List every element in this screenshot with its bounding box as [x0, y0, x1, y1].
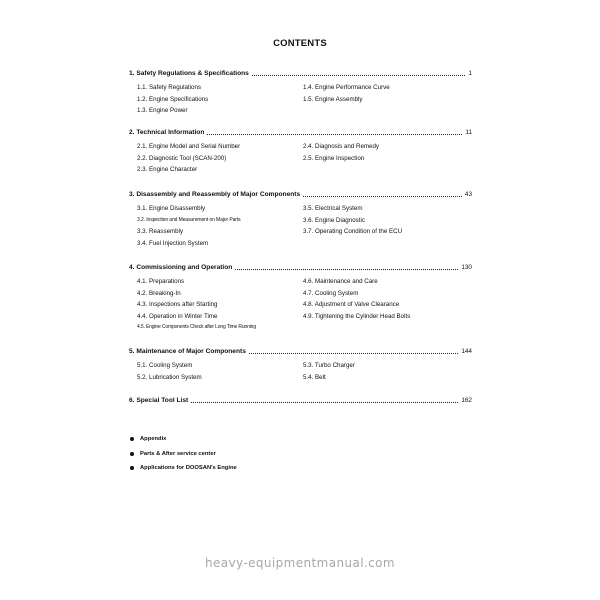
toc-item[interactable]: 3.3. Reassembly — [137, 228, 184, 236]
section-page-number: 43 — [464, 191, 472, 198]
page-title: CONTENTS — [273, 38, 327, 49]
section-page-number: 162 — [461, 397, 472, 404]
toc-item[interactable]: 2.3. Engine Character — [137, 166, 198, 174]
toc-item[interactable]: 3.6. Engine Diagnostic — [303, 216, 365, 224]
section-heading[interactable] — [129, 190, 472, 200]
appendix-label: Appendix — [140, 436, 167, 443]
leader-dots — [235, 263, 458, 270]
section-title: 6. Special Tool List — [129, 397, 189, 404]
toc-item[interactable]: 2.2. Diagnostic Tool (SCAN-200) — [137, 154, 227, 162]
toc-item[interactable]: 1.2. Engine Specifications — [137, 95, 209, 103]
toc-section-2 — [129, 128, 472, 176]
section-heading[interactable] — [129, 347, 472, 357]
toc-item[interactable]: 4.9. Tightening the Cylinder Head Bolts — [303, 312, 411, 320]
toc-item[interactable]: 5.4. Belt — [303, 373, 326, 381]
toc-item[interactable]: 3.1. Engine Disassembly — [137, 205, 206, 212]
leader-dots — [303, 190, 462, 197]
toc-item[interactable]: 3.2. Inspection and Measurement on Major Parts — [137, 216, 241, 223]
appendix-label: Applications for DOOSAN's Engine — [140, 465, 237, 472]
leader-dots — [207, 128, 462, 135]
toc-item[interactable]: 1.5. Engine Assembly — [303, 95, 363, 103]
toc-item[interactable]: 3.4. Fuel Injection System — [137, 239, 209, 247]
section-title: 2. Technical Information — [129, 129, 205, 136]
bullet-icon — [130, 437, 134, 441]
toc-section-5 — [129, 347, 472, 383]
toc-section-6 — [129, 396, 472, 406]
toc-item[interactable]: 4.3. Inspections after Starting — [137, 301, 218, 309]
toc-section-4 — [129, 263, 472, 334]
toc-item[interactable]: 4.5. Engine Components Check after Long Time Running — [137, 324, 256, 331]
section-heading[interactable] — [129, 69, 472, 79]
leader-dots — [191, 396, 458, 403]
section-title: 1. Safety Regulations & Specifications — [129, 70, 249, 77]
bullet-icon — [130, 466, 134, 470]
section-heading[interactable] — [129, 128, 472, 138]
toc-item[interactable]: 2.4. Diagnosis and Remedy — [303, 143, 380, 150]
section-page-number: 144 — [461, 348, 472, 355]
toc-item[interactable]: 4.7. Cooling System — [303, 289, 359, 297]
section-title: 5. Maintenance of Major Components — [129, 348, 246, 355]
leader-dots — [249, 347, 458, 354]
toc-item[interactable]: 4.8. Adjustment of Valve Clearance — [303, 301, 400, 309]
toc-item[interactable]: 5.1. Cooling System — [137, 362, 193, 369]
section-items — [137, 203, 472, 249]
section-items — [137, 82, 472, 117]
toc-item[interactable]: 4.4. Operation in Winter Time — [137, 312, 218, 320]
toc-item[interactable]: 5.3. Turbo Charger — [303, 362, 355, 369]
section-page-number: 1 — [468, 70, 472, 77]
watermark-footer: heavy-equipmentmanual.com — [205, 556, 395, 570]
appendix-label: Parts & After service center — [140, 450, 216, 457]
section-items — [137, 276, 472, 334]
bullet-icon — [130, 452, 134, 456]
toc-section-1 — [129, 69, 472, 117]
leader-dots — [252, 69, 466, 76]
toc-item[interactable]: 1.3. Engine Power — [137, 107, 188, 115]
appendix-item[interactable] — [130, 461, 430, 476]
section-page-number: 130 — [461, 264, 472, 271]
toc-item[interactable]: 3.5. Electrical System — [303, 205, 363, 212]
section-heading[interactable] — [129, 396, 472, 406]
appendix-list — [130, 432, 430, 476]
toc-item[interactable]: 4.6. Maintenance and Care — [303, 278, 378, 285]
toc-item[interactable]: 4.2. Breaking-In — [137, 289, 181, 297]
section-title: 4. Commissioning and Operation — [129, 264, 233, 271]
section-page-number: 11 — [465, 129, 472, 136]
section-heading[interactable] — [129, 263, 472, 273]
appendix-item[interactable] — [130, 447, 430, 462]
section-items — [137, 141, 472, 176]
toc-item[interactable]: 3.7. Operating Condition of the ECU — [303, 228, 403, 236]
toc-item[interactable]: 2.1. Engine Model and Serial Number — [137, 143, 241, 150]
toc-item[interactable]: 4.1. Preparations — [137, 278, 185, 285]
toc-section-3 — [129, 190, 472, 249]
section-items — [137, 360, 472, 383]
toc-item[interactable]: 2.5. Engine Inspection — [303, 154, 365, 162]
toc-item[interactable]: 5.2. Lubrication System — [137, 373, 202, 381]
toc-item[interactable]: 1.1. Safety Regulations — [137, 84, 201, 91]
appendix-item[interactable] — [130, 432, 430, 447]
toc-item[interactable]: 1.4. Engine Performance Curve — [303, 84, 390, 91]
section-title: 3. Disassembly and Reassembly of Major Components — [129, 191, 301, 198]
